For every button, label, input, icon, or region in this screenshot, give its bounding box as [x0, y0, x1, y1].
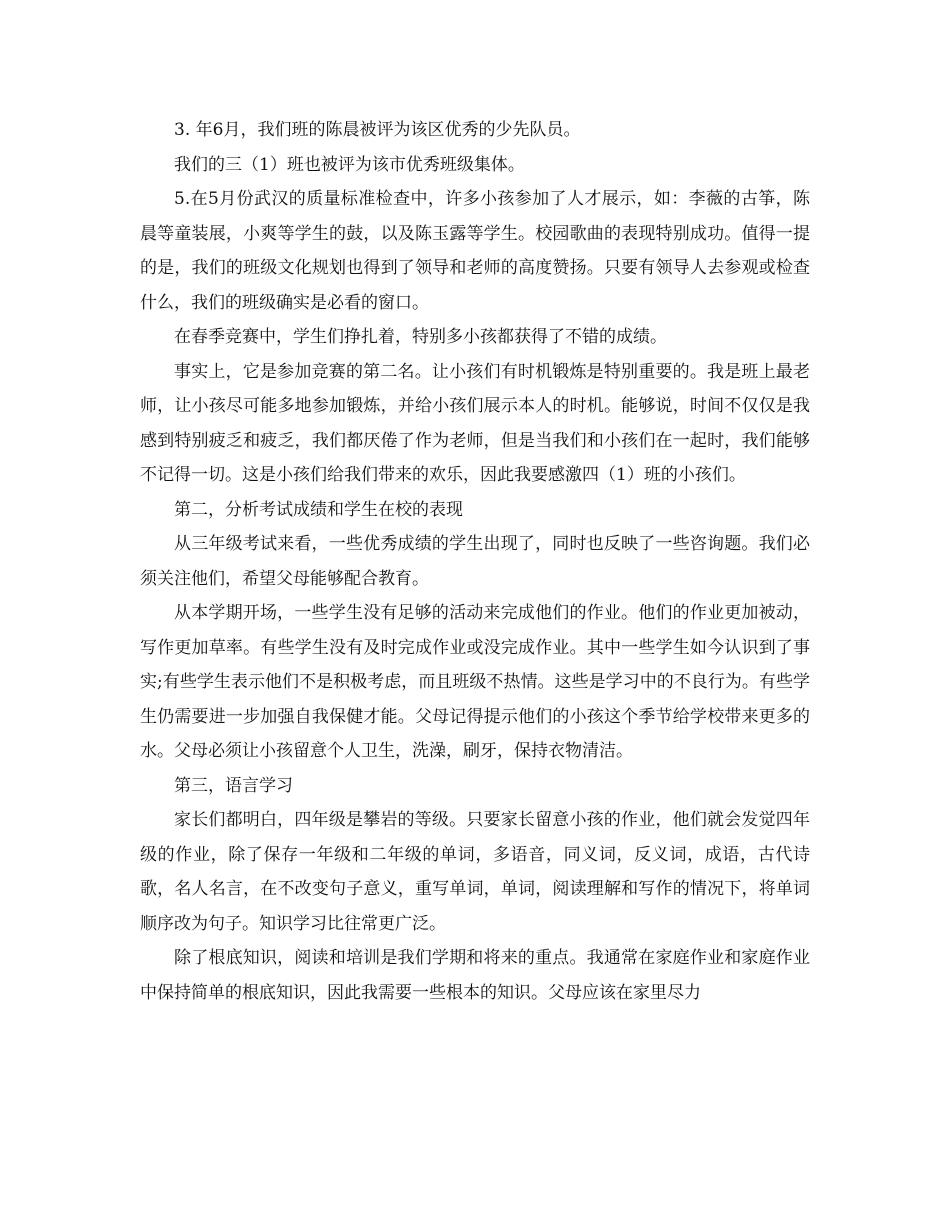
- section-heading-exam-analysis: 第二，分析考试成绩和学生在校的表现: [174, 499, 463, 520]
- paragraph-spring-competition: 在春季竞赛中，学生们挣扎着，特别多小孩都获得了不错的成绩。: [174, 327, 667, 347]
- paragraph-second-place: 事实上，它是参加竞赛的第二名。让小孩们有时机锻炼是特别重要的。我是班上最老师，让小孩尽可能多地参加锻炼，并给小孩们展示本人的时机。能够说，时间不仅仅是我感到特别疲乏和疲乏，我们都厌倦了作为老师，但是当我们和小孩们在一起时，我们能够不记得一切。这是小孩们给我们带来的欢乐，因此我要感激四（1）班的小孩们。: [140, 361, 810, 485]
- paragraph-homework-behavior: 从本学期开场，一些学生没有足够的活动来完成他们的作业。他们的作业更加被动，写作更加草率。有些学生没有及时完成作业或没完成作业。其中一些学生如今认识到了事实;有些学生表示他们不是积极考虑，而且班级不热情。这些是学习中的不良行为。有些学生仍需要进一步加强自我保健才能。父母记得提示他们的小孩这个季节给学校带来更多的水。父母必须让小孩留意个人卫生，洗澡，刷牙，保持衣物清洁。: [140, 603, 810, 761]
- paragraph-exam-results: 从三年级考试来看，一些优秀成绩的学生出现了，同时也反映了一些咨询题。我们必须关注他们，希望父母能够配合教育。: [140, 534, 810, 589]
- paragraph-reading-training: 除了根底知识，阅读和培训是我们学期和将来的重点。我通常在家庭作业和家庭作业中保持简单的根底知识，因此我需要一些根本的知识。父母应该在家里尽力: [140, 948, 810, 1003]
- paragraph-grade-four-homework: 家长们都明白，四年级是攀岩的等级。只要家长留意小孩的作业，他们就会发觉四年级的作业，除了保存一年级和二年级的单词，多语音，同义词，反义词，成语，古代诗歌，名人名言，在不改变句子意义，重写单词，单词，阅读理解和写作的情况下，将单词顺序改为句子。知识学习比往常更广泛。: [140, 810, 810, 934]
- document-body: [140, 113, 810, 1010]
- paragraph-award-student: 3. 年6月，我们班的陈晨被评为该区优秀的少先队员。: [174, 120, 581, 140]
- section-heading-language-learning: 第三，语言学习: [174, 775, 293, 796]
- paragraph-award-class: 我们的三（1）班也被评为该市优秀班级集体。: [174, 154, 525, 175]
- paragraph-talent-show: 5.在5月份武汉的质量标准检查中，许多小孩参加了人才展示，如：李薇的古筝，陈晨等童装展，小爽等学生的鼓，以及陈玉露等学生。校园歌曲的表现特别成功。值得一提的是，我们的班级文化规划也得到了领导和老师的高度赞扬。只要有领导人去参观或检查什么，我们的班级确实是必看的窗口。: [140, 189, 810, 313]
